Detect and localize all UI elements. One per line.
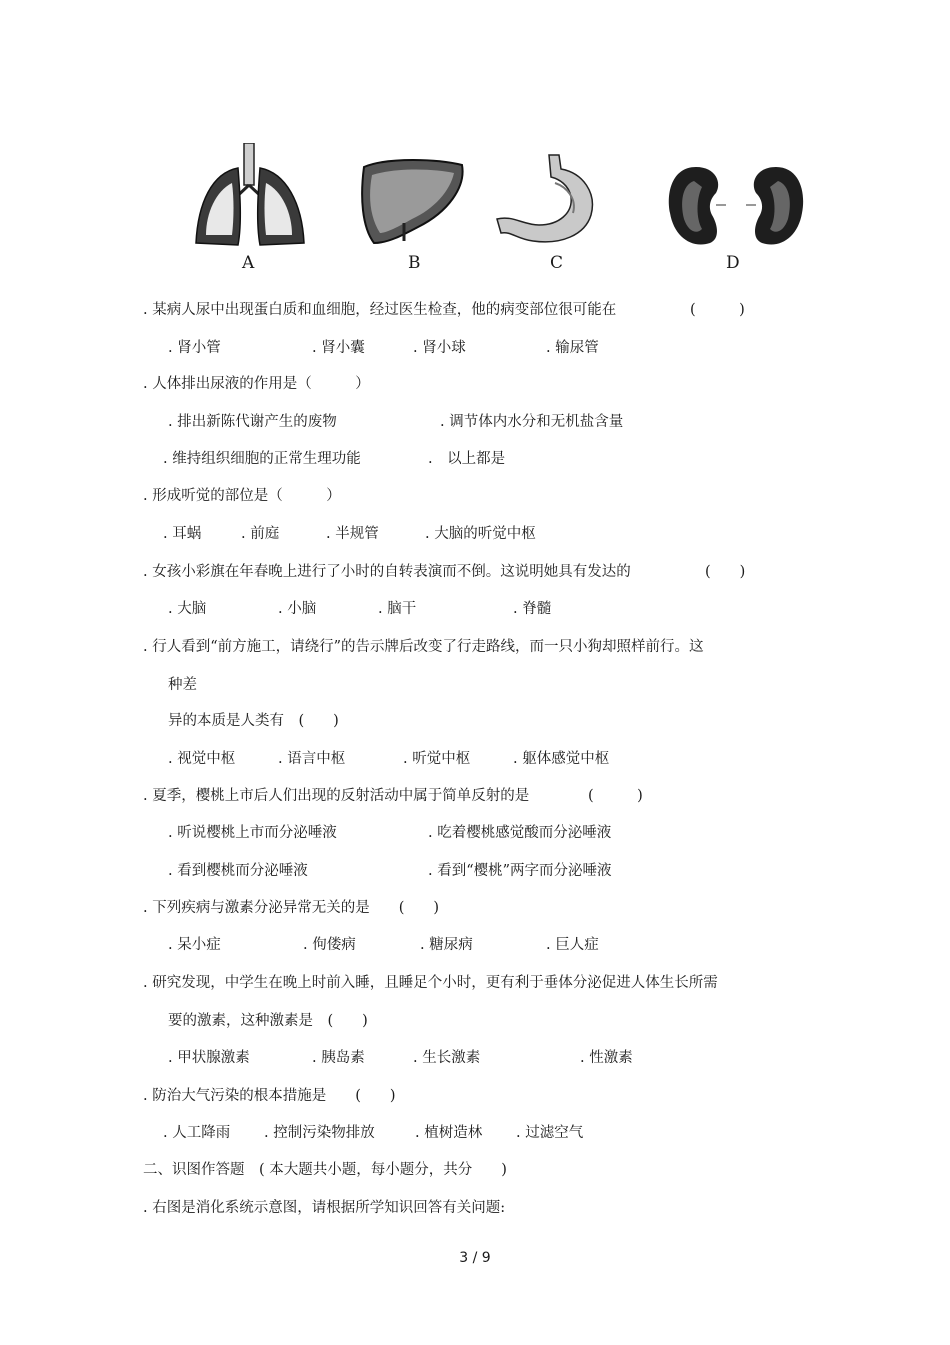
option: . 糖尿病 <box>420 937 473 953</box>
question-stem-continued: 种差 <box>168 677 197 693</box>
figure-label-a: A <box>242 253 255 273</box>
page-number: 3 / 9 <box>459 1250 491 1266</box>
figure-label-c: C <box>550 253 564 273</box>
option: . 维持组织细胞的正常生理功能 <box>163 451 361 467</box>
option: . 半规管 <box>326 526 379 542</box>
question-stem: . 某病人尿中出现蛋白质和血细胞，经过医生检查，他的病变部位很可能在 <box>143 302 617 318</box>
option: . 脊髓 <box>513 601 552 617</box>
answer-paren: ( ) <box>588 788 643 804</box>
question-stem-continued: 要的激素，这种激素是 ( ) <box>168 1013 368 1029</box>
kidneys-icon <box>666 163 806 253</box>
option: . 肾小囊 <box>312 340 365 356</box>
option: . 甲状腺激素 <box>168 1050 250 1066</box>
option: . 巨人症 <box>546 937 599 953</box>
option: . 排出新陈代谢产生的废物 <box>168 414 337 430</box>
option: . 大脑的听觉中枢 <box>425 526 536 542</box>
section-heading: 二、识图作答题 ( 本大题共小题，每小题分，共分 ) <box>143 1162 507 1178</box>
option: . 性激素 <box>580 1050 633 1066</box>
option: . 呆小症 <box>168 937 221 953</box>
option: . 听说樱桃上市而分泌唾液 <box>168 825 337 841</box>
option: . 吃着樱桃感觉酸而分泌唾液 <box>428 825 612 841</box>
option: . 听觉中枢 <box>403 751 471 767</box>
option: . 调节体内水分和无机盐含量 <box>440 414 624 430</box>
option: . 语言中枢 <box>278 751 346 767</box>
option: . 过滤空气 <box>516 1125 584 1141</box>
question-stem: . 右图是消化系统示意图，请根据所学知识回答有关问题: <box>143 1200 506 1216</box>
option: . 看到樱桃而分泌唾液 <box>168 863 308 879</box>
option: . 人工降雨 <box>163 1125 231 1141</box>
question-stem: . 形成听觉的部位是（ ） <box>143 488 341 504</box>
question-stem: . 防治大气污染的根本措施是 ( ) <box>143 1088 396 1104</box>
option: . 肾小管 <box>168 340 221 356</box>
question-stem: . 行人看到“前方施工，请绕行”的告示牌后改变了行走路线，而一只小狗却照样前行。这 <box>143 639 704 655</box>
option: . 植树造林 <box>415 1125 483 1141</box>
question-stem-continued: 异的本质是人类有 ( ) <box>168 713 339 729</box>
question-stem: . 女孩小彩旗在年春晚上进行了小时的自转表演而不倒。这说明她具有发达的 <box>143 564 631 580</box>
liver-icon <box>358 157 468 247</box>
answer-paren: ( ) <box>705 564 746 580</box>
question-stem: . 人体排出尿液的作用是（ ） <box>143 376 370 392</box>
figure-label-b: B <box>408 253 421 273</box>
stomach-icon <box>493 153 603 248</box>
option: . 生长激素 <box>413 1050 481 1066</box>
option: . 脑干 <box>378 601 417 617</box>
question-stem: . 下列疾病与激素分泌异常无关的是 ( ) <box>143 900 440 916</box>
option: . 小脑 <box>278 601 317 617</box>
answer-paren: ( ) <box>690 302 745 318</box>
option: . 大脑 <box>168 601 207 617</box>
lungs-icon <box>192 143 307 253</box>
figure-label-d: D <box>726 253 740 273</box>
option: . 耳蜗 <box>163 526 202 542</box>
organ-figure <box>180 135 820 275</box>
option: . 肾小球 <box>413 340 466 356</box>
option: . 以上都是 <box>428 451 506 467</box>
option: . 视觉中枢 <box>168 751 236 767</box>
option: . 输尿管 <box>546 340 599 356</box>
option: . 看到“樱桃”两字而分泌唾液 <box>428 863 612 879</box>
option: . 佝偻病 <box>303 937 356 953</box>
question-stem: . 夏季，樱桃上市后人们出现的反射活动中属于简单反射的是 <box>143 788 530 804</box>
option: . 前庭 <box>241 526 280 542</box>
option: . 控制污染物排放 <box>264 1125 375 1141</box>
option: . 胰岛素 <box>312 1050 365 1066</box>
question-stem: . 研究发现，中学生在晚上时前入睡，且睡足个小时，更有利于垂体分泌促进人体生长所需 <box>143 975 718 991</box>
option: . 躯体感觉中枢 <box>513 751 610 767</box>
